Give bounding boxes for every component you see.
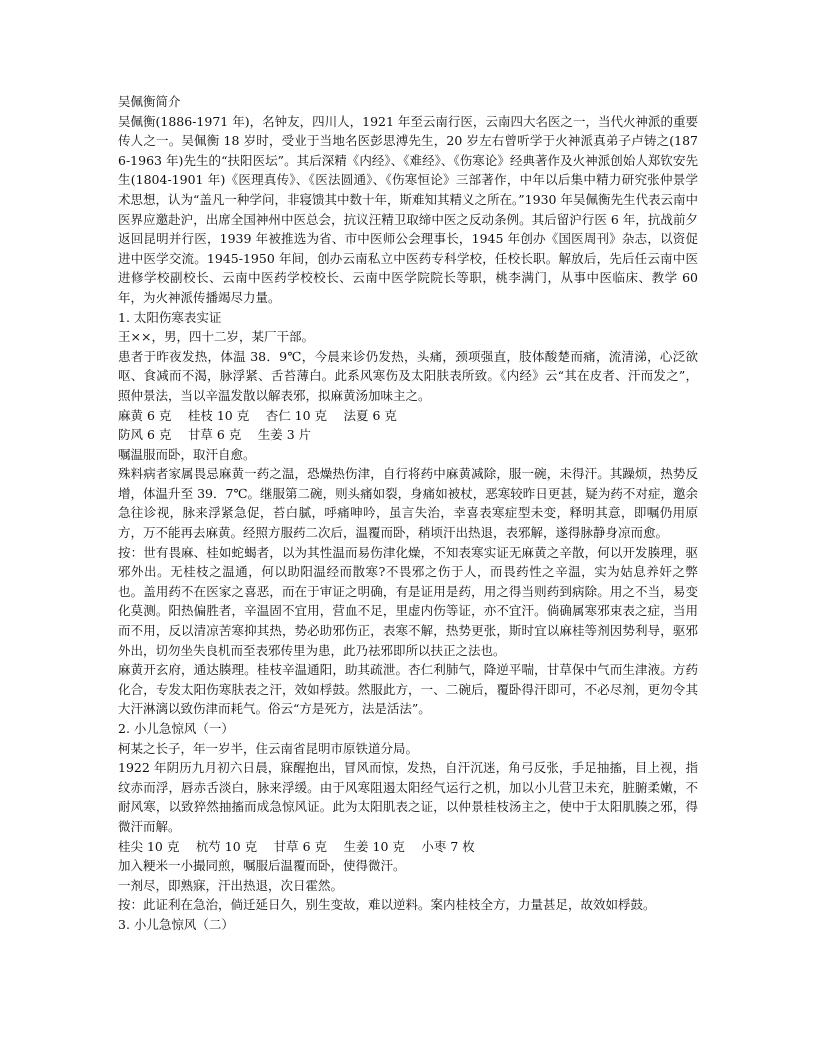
section-heading-3: 3. 小儿急惊风（二）: [118, 916, 234, 932]
paragraph: 殊料病者家属畏忌麻黄一药之温，恐燥热伤津，自行将药中麻黄减除，服一碗，未得汗。其躁烦，热势反增，体温升至 39．7℃。继服第二碗，则头痛如裂，身痛如被杖，恶寒较昨日更甚，疑为药不对症，邀余急往诊视，脉来浮紧急促，苔白腻，呼痛呻吟，虽言失治，幸喜表寒症型未变，释明其意，即嘱仍用原方，万不能再去麻黄。经照方服药二次后，温覆而卧，稍顷汗出热退，表邪解，遂得脉静身凉而愈。: [118, 466, 698, 541]
paragraph: 加入粳米一小撮同煎，嘱服后温覆而卧，使得微汗。: [118, 858, 406, 874]
paragraph-biography: 吴佩衡(1886-1971 年)，名钟友，四川人，1921 年至云南行医，云南四大名医之一，当代火神派的重要传人之一。吴佩衡 18 岁时，受业于当地名医彭思溥先生，20 岁左右曾听学于火神派真弟子卢铸之(1876-1963 年)先生的“扶阳医坛”。其后深精《内经》、《难经》、《伤寒论》经典著作及火神派创始人郑钦安先生(1804-1901 年)《医理真传》、《医法圆通》、《伤寒恒论》三部著作，中年以后集中精力研究张仲景学术思想，认为“盖凡一种学问，非寝馈其中数十年，斯难知其精义之所在。”1930 年吴佩衡先生代表云南中医界应邀赴沪，出席全国神州中医总会，抗议汪精卫取缔中医之反动条例。其后留沪行医 6 年，抗战前夕返回昆明并行医，1939 年被推选为省、市中医师公会理事长，1945 年创办《国医周刊》杂志，以资促进中医学交流。1945-1950 年间，创办云南私立中医药专科学校，任校长职。解放后，先后任云南中医进修学校副校长、云南中医药学校校长、云南中医学院院长等职，桃李满门，从事中医临床、教学 60 年，为火神派传播竭尽力量。: [118, 113, 698, 305]
prescription-line: 麻黄 6 克 桂枝 10 克 杏仁 10 克 法夏 6 克: [118, 407, 397, 423]
paragraph: 患者于昨夜发热，体温 38．9℃，今晨来诊仍发热，头痛，颈项强直，肢体酸楚而痛，流清涕，心泛欲呕、食减而不渴，脉浮紧、舌苔薄白。此系风寒伤及太阳肤表所致。《内经》云“其在皮者、汗而发之”，照仲景法，当以辛温发散以解表邪，拟麻黄汤加味主之。: [118, 348, 698, 403]
document-body: [118, 92, 698, 935]
paragraph: 嘱温服而卧，取汗自愈。: [118, 446, 256, 462]
paragraph: 1922 年阴历九月初六日晨，寐醒抱出，冒风而惊，发热，自汗沉迷，角弓反张，手足抽搐，目上视，指纹赤而浮，唇赤舌淡白，脉来浮缓。由于风寒阻遏太阳经气运行之机，加以小儿营卫未充，脏腑柔嫩，不耐风寒，以致猝然抽搐而成急惊风证。此为太阳肌表之证，以仲景桂枝汤主之，使中于太阳肌腠之邪，得微汗而解。: [118, 760, 698, 834]
commentary-paragraph: 按：此证利在急治，倘迁延日久，别生变故，难以逆料。案内桂枝全方，力量甚足，故效如桴鼓。: [118, 897, 656, 913]
commentary-paragraph: 按：世有畏麻、桂如蛇蝎者，以为其性温而易伤津化燥，不知表寒实证无麻黄之辛散，何以开发腠理，驱邪外出。无桂枝之温通，何以助阳温经而散寒?不畏邪之伤于人，而畏药性之辛温，实为姑息养奸之弊也。盖用药不在医家之喜恶，而在于审证之明确，有是证用是药，用之得当则药到病除。用之不当，易变化莫测。阳热偏胜者，辛温固不宜用，营血不足，里虚内伤等证，亦不宜汗。倘确属寒邪束表之症，当用而不用，反以清凉苦寒抑其热，势必助邪伤正，表寒不解，热势更张，斯时宜以麻桂等剂因势利导，驱邪外出，切勿坐失良机而至表邪传里为患，此乃祛邪即所以扶正之法也。: [118, 544, 698, 658]
paragraph: 王××，男，四十二岁，某厂干部。: [118, 329, 314, 345]
paragraph: 麻黄开玄府，通达腠理。桂枝辛温通阳，助其疏泄。杏仁利肺气，降逆平喘，甘草保中气而生津液。方药化合，专发太阳伤寒肤表之汗，效如桴鼓。然服此方，一、二碗后，覆卧得汗即可，不必尽剂，更勿令其大汗淋漓以致伤津而耗气。俗云“方是死方，法是活法”。: [118, 662, 698, 717]
prescription-line: 桂尖 10 克 杭芍 10 克 甘草 6 克 生姜 10 克 小枣 7 枚: [118, 838, 475, 854]
paragraph: 一剂尽，即熟寐，汗出热退，次日霍然。: [118, 877, 344, 893]
document-title: 吴佩衡简介: [118, 94, 181, 109]
paragraph: 柯某之长子，年一岁半，住云南省昆明市原铁道分局。: [118, 740, 419, 756]
section-heading-1: 1. 太阳伤寒表实证: [118, 309, 222, 325]
section-heading-2: 2. 小儿急惊风（一）: [118, 721, 234, 736]
prescription-line: 防风 6 克 甘草 6 克 生姜 3 片: [118, 427, 312, 443]
